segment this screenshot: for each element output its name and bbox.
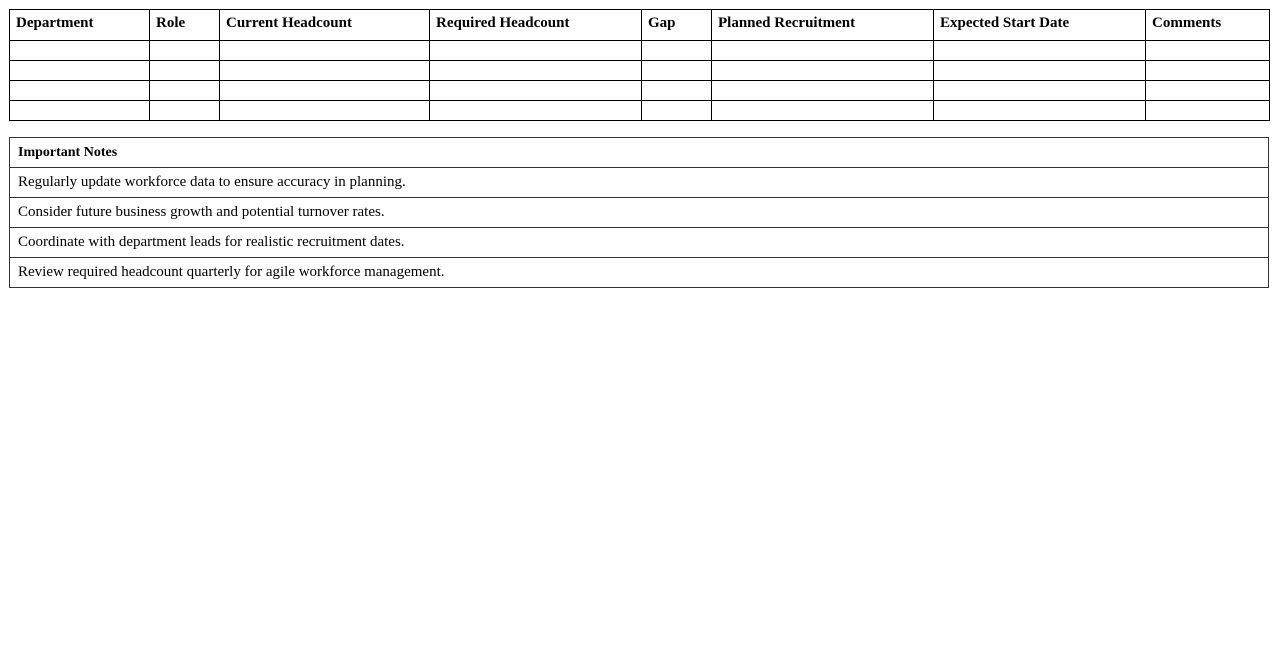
note-text: Consider future business growth and potential turnover rates.	[10, 198, 1269, 228]
cell-planned-recruitment[interactable]	[712, 81, 934, 101]
cell-department[interactable]	[10, 81, 150, 101]
cell-planned-recruitment[interactable]	[712, 41, 934, 61]
cell-expected-start-date[interactable]	[934, 101, 1146, 121]
table-row	[10, 81, 1270, 101]
cell-required-headcount[interactable]	[430, 41, 642, 61]
list-item	[10, 228, 1269, 258]
column-header-comments: Comments	[1146, 10, 1270, 41]
table-row	[10, 101, 1270, 121]
workforce-planning-table	[9, 9, 1270, 121]
cell-comments[interactable]	[1146, 81, 1270, 101]
note-text: Regularly update workforce data to ensure accuracy in planning.	[10, 168, 1269, 198]
list-item	[10, 168, 1269, 198]
cell-role[interactable]	[150, 101, 220, 121]
cell-department[interactable]	[10, 101, 150, 121]
column-header-planned-recruitment: Planned Recruitment	[712, 10, 934, 41]
cell-expected-start-date[interactable]	[934, 61, 1146, 81]
column-header-required-headcount: Required Headcount	[430, 10, 642, 41]
column-header-current-headcount: Current Headcount	[220, 10, 430, 41]
cell-gap[interactable]	[642, 41, 712, 61]
list-item	[10, 258, 1269, 288]
notes-header-row	[10, 138, 1269, 168]
cell-current-headcount[interactable]	[220, 81, 430, 101]
cell-gap[interactable]	[642, 101, 712, 121]
cell-current-headcount[interactable]	[220, 41, 430, 61]
cell-gap[interactable]	[642, 61, 712, 81]
cell-required-headcount[interactable]	[430, 81, 642, 101]
cell-comments[interactable]	[1146, 41, 1270, 61]
column-header-gap: Gap	[642, 10, 712, 41]
table-row	[10, 41, 1270, 61]
cell-required-headcount[interactable]	[430, 61, 642, 81]
table-gap-divider	[9, 121, 1269, 137]
cell-role[interactable]	[150, 81, 220, 101]
column-header-department: Department	[10, 10, 150, 41]
list-item	[10, 198, 1269, 228]
column-header-role: Role	[150, 10, 220, 41]
cell-current-headcount[interactable]	[220, 61, 430, 81]
cell-gap[interactable]	[642, 81, 712, 101]
cell-department[interactable]	[10, 41, 150, 61]
cell-planned-recruitment[interactable]	[712, 101, 934, 121]
cell-role[interactable]	[150, 61, 220, 81]
note-text: Coordinate with department leads for realistic recruitment dates.	[10, 228, 1269, 258]
cell-planned-recruitment[interactable]	[712, 61, 934, 81]
cell-expected-start-date[interactable]	[934, 41, 1146, 61]
cell-expected-start-date[interactable]	[934, 81, 1146, 101]
cell-role[interactable]	[150, 41, 220, 61]
cell-current-headcount[interactable]	[220, 101, 430, 121]
notes-header-label: Important Notes	[10, 138, 1269, 168]
note-text: Review required headcount quarterly for agile workforce management.	[10, 258, 1269, 288]
column-header-expected-start-date: Expected Start Date	[934, 10, 1146, 41]
cell-comments[interactable]	[1146, 61, 1270, 81]
table-header-row	[10, 10, 1270, 41]
cell-comments[interactable]	[1146, 101, 1270, 121]
cell-department[interactable]	[10, 61, 150, 81]
important-notes-table	[9, 137, 1269, 288]
table-row	[10, 61, 1270, 81]
cell-required-headcount[interactable]	[430, 101, 642, 121]
